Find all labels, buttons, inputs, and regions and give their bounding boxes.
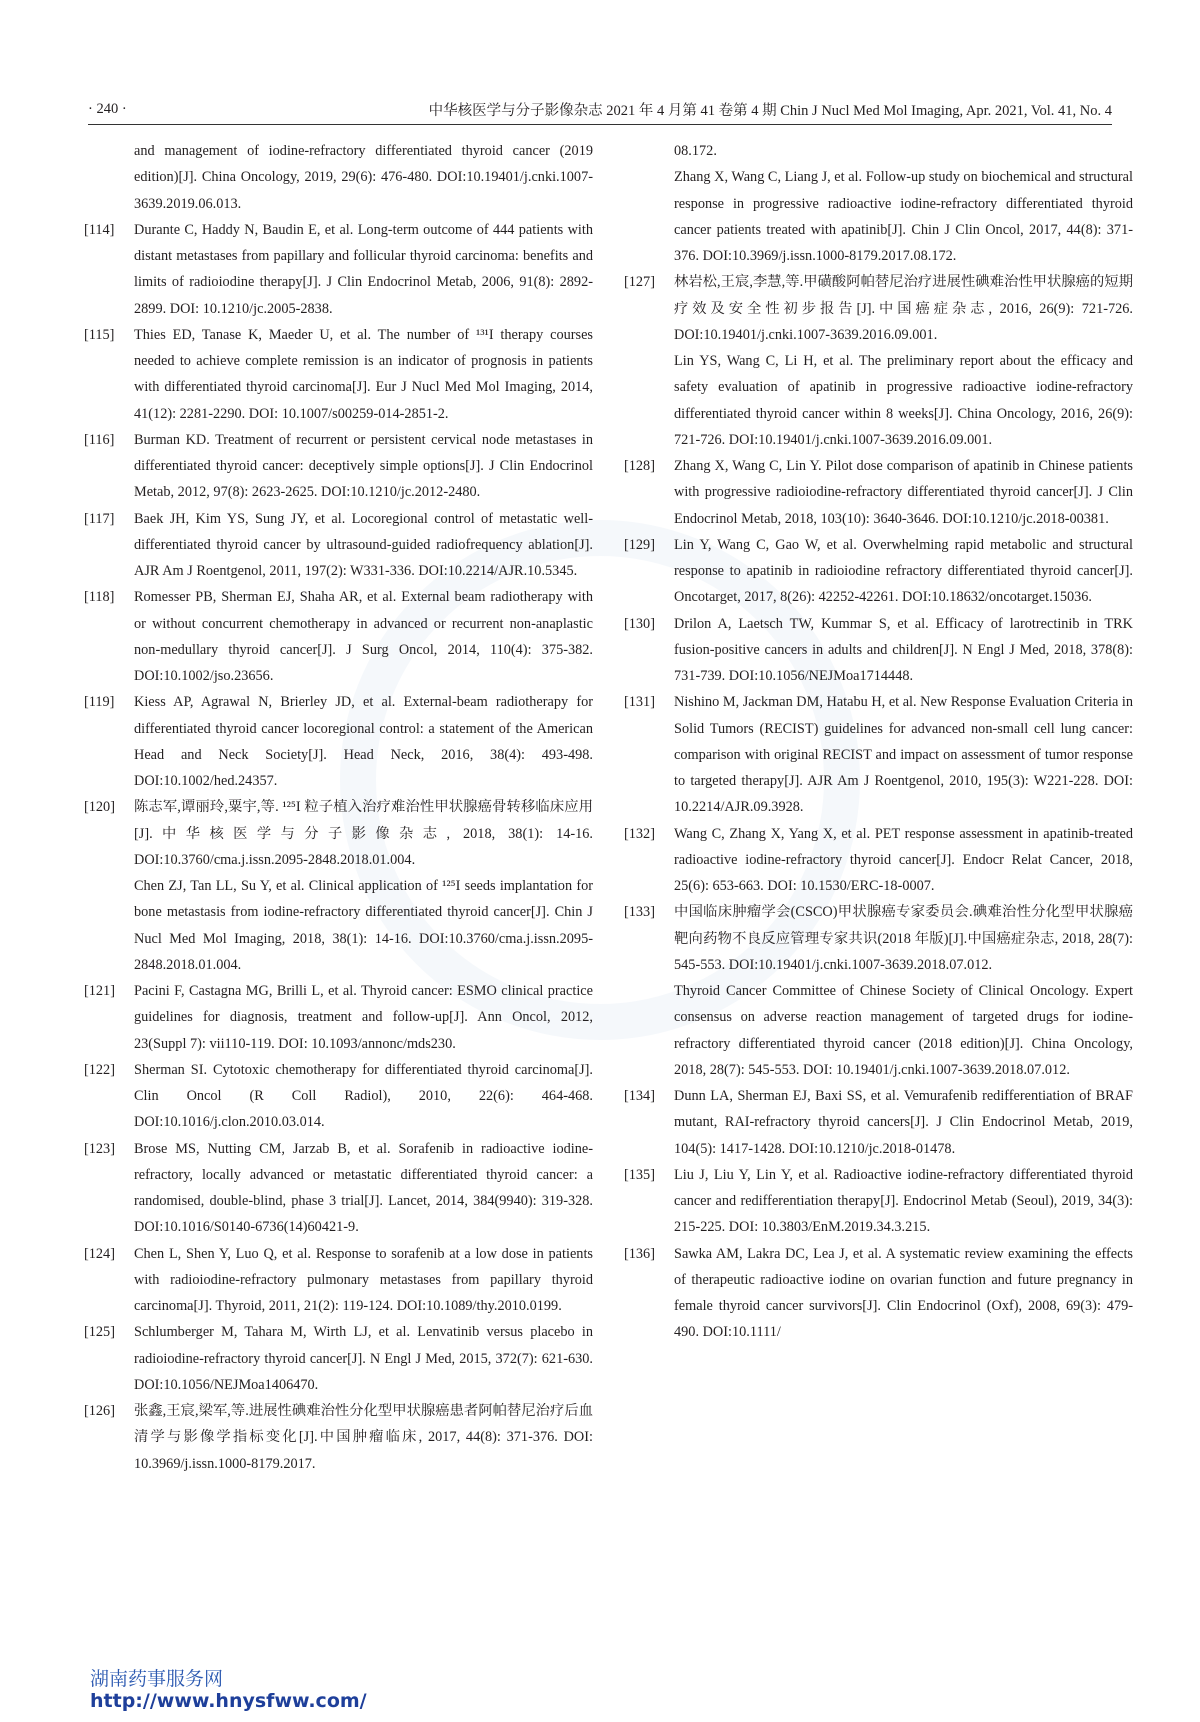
reference-entry [624,1241,1133,1346]
reference-text: Sawka AM, Lakra DC, Lea J, et al. A systematic review examining the effects of therapeutic radioactive iodine on ovarian function and future pregnancy in female thyroid cancer survivors[J]. Clin Endocrinol (Oxf), 2008, 69(3): 479-490. DOI:10.1111/ [674,1245,1133,1341]
site-name: 湖南药事服务网 [90,1668,224,1690]
reference-text: Romesser PB, Sherman EJ, Shaha AR, et al. External beam radiotherapy with or without concurrent chemotherapy in advanced or recurrent non-anaplastic non-medullary thyroid cancer[J]. J Surg Oncol, 2014, 110(4): 375-382. DOI:10.1002/jso.23656. [134,589,593,684]
reference-number: [120] [84,799,115,816]
reference-entry [624,1162,1133,1241]
reference-english-translation: Zhang X, Wang C, Liang J, et al. Follow-up study on biochemical and structural response in progressive radioactive iodine-refractory differentiated thyroid cancer patients treated with apatinib[J]. Chin J Clin Oncol, 2017, 44(8): 371-376. DOI:10.3969/j.issn.1000-8179.2017.08.172. [674,169,1133,264]
reference-text: Pacini F, Castagna MG, Brilli L, et al. Thyroid cancer: ESMO clinical practice guidelines for diagnosis, treatment and follow-up[J]. Ann Oncol, 2012, 23(Suppl 7): vii110-119. DOI: 10.1093/annonc/mds230. [134,983,593,1052]
reference-text: Baek JH, Kim YS, Sung JY, et al. Locoregional control of metastatic well-differentiated thyroid cancer by ultrasound-guided radiofrequency ablation[J]. AJR Am J Roentgenol, 2011, 197(2): W331-336. DOI:10.2214/AJR.10.5345. [134,510,593,579]
reference-entry [84,978,593,1057]
reference-number: [114] [84,221,115,238]
reference-text: Durante C, Haddy N, Baudin E, et al. Long-term outcome of 444 patients with distant metastases from papillary and follicular thyroid carcinoma: benefits and limits of radioiodine therapy[J]. J Clin Endocrinol Metab, 2006, 91(8): 2892-2899. DOI: 10.1210/jc.2005-2838. [134,221,593,317]
reference-text: Thies ED, Tanase K, Maeder U, et al. The number of ¹³¹I therapy courses needed to achieve complete remission is an indicator of prognosis in patients with differentiated thyroid carcinoma[J]. Eur J Nucl Med Mol Imaging, 2014, 41(12): 2281-2290. DOI: 10.1007/s00259-014-2851-2. [134,326,593,422]
reference-english-translation: Chen ZJ, Tan LL, Su Y, et al. Clinical application of ¹²⁵I seeds implantation for bone metastasis from iodine-refractory differentiated thyroid cancer[J]. Chin J Nucl Med Mol Imaging, 2018, 38(1): 14-16. DOI:10.3760/cma.j.issn.2095-2848.2018.01.004. [134,878,593,973]
reference-entry [84,689,593,794]
reference-text: Wang C, Zhang X, Yang X, et al. PET response assessment in apatinib-treated radioactive iodine-refractory thyroid cancer[J]. Endocr Relat Cancer, 2018, 25(6): 653-663. DOI: 10.1530/ERC-18-0007. [674,825,1133,894]
reference-entry [624,269,1133,453]
reference-text: Drilon A, Laetsch TW, Kummar S, et al. Efficacy of larotrectinib in TRK fusion-positive cancers in adults and children[J]. N Engl J Med, 2018, 378(8): 731-739. DOI:10.1056/NEJMoa1714448. [674,615,1133,684]
header-rule [88,124,1112,125]
reference-text: Liu J, Liu Y, Lin Y, et al. Radioactive iodine-refractory differentiated thyroid cancer and redifferentiation therapy[J]. Endocrinol Metab (Seoul), 2019, 34(3): 215-225. DOI: 10.3803/EnM.2019.34.3.215. [674,1166,1133,1236]
reference-text: Brose MS, Nutting CM, Jarzab B, et al. Sorafenib in radioactive iodine-refractory, locally advanced or metastatic differentiated thyroid cancer: a randomised, double-blind, phase 3 trial[J]. Lancet, 2014, 384(9940): 319-328. DOI:10.1016/S0140-6736(14)60421-9. [134,1140,593,1236]
reference-text: Sherman SI. Cytotoxic chemotherapy for differentiated thyroid carcinoma[J]. Clin Oncol (R Coll Radiol), 2010, 22(6): 464-468. DOI:10.1016/j.clon.2010.03.014. [134,1061,593,1131]
reference-entry [84,217,593,322]
reference-text: Kiess AP, Agrawal N, Brierley JD, et al. External-beam radiotherapy for differentiated thyroid cancer locoregional control: a statement of the American Head and Neck Society[J]. Head Neck, 2016, 38(4): 493-498. DOI:10.1002/hed.24357. [134,694,593,789]
reference-text: 08.172. [674,143,717,159]
reference-text: Chen L, Shen Y, Luo Q, et al. Response to sorafenib at a low dose in patients with radioiodine-refractory pulmonary metastases from papillary thyroid carcinoma[J]. Thyroid, 2011, 21(2): 119-124. DOI:10.1089/thy.2010.0199. [134,1245,593,1314]
reference-number: [128] [624,458,655,474]
reference-number: [133] [624,904,655,921]
page-number: · 240 · [88,100,127,117]
reference-text: 林岩松,王宸,李慧,等.甲磺酸阿帕替尼治疗进展性碘难治性甲状腺癌的短期疗效及安全性初步报告[J].中国癌症杂志, 2016, 26(9): 721-726. DOI:10.19401/j.cnki.1007-3639.2016.09.001. [674,274,1133,343]
reference-number: [134] [624,1088,655,1104]
reference-number: [125] [84,1324,115,1341]
reference-text: Schlumberger M, Tahara M, Wirth LJ, et al. Lenvatinib versus placebo in radioiodine-refractory thyroid cancer[J]. N Engl J Med, 2015, 372(7): 621-630. DOI:10.1056/NEJMoa1406470. [134,1324,593,1393]
reference-text: 陈志军,谭丽玲,粟宇,等. ¹²⁵I 粒子植入治疗难治性甲状腺癌骨转移临床应用[J].中华核医学与分子影像杂志, 2018, 38(1): 14-16. DOI:10.3760/cma.j.issn.2095-2848.2018.01.004. [134,799,593,868]
reference-number: [130] [624,615,655,632]
journal-citation: 中华核医学与分子影像杂志 2021 年 4 月第 41 卷第 4 期 Chin J Nucl Med Mol Imaging, Apr. 2021, Vol. 41, No. 4 [428,102,1112,119]
reference-column-right [624,138,1133,1346]
reference-entry [84,506,593,585]
reference-number: [126] [84,1403,115,1419]
reference-text: and management of iodine-refractory differentiated thyroid cancer (2019 edition)[J]. China Oncology, 2019, 29(6): 476-480. DOI:10.19401/j.cnki.1007-3639.2019.06.013. [134,143,593,212]
reference-text: Lin Y, Wang C, Gao W, et al. Overwhelming rapid metabolic and structural response to apatinib in radioiodine refractory differentiated thyroid cancer[J]. Oncotarget, 2017, 8(26): 42252-42261. DOI:10.18632/oncotarget.15036. [674,536,1133,606]
reference-column-left [84,138,593,1477]
reference-entry [624,1083,1133,1162]
reference-number: [116] [84,431,115,448]
reference-number: [129] [624,536,655,553]
reference-text: 张鑫,王宸,梁军,等.进展性碘难治性分化型甲状腺癌患者阿帕替尼治疗后血清学与影像学指标变化[J].中国肿瘤临床, 2017, 44(8): 371-376. DOI: 10.3969/j.issn.1000-8179.2017. [134,1403,593,1472]
reference-text: Burman KD. Treatment of recurrent or persistent cervical node metastases in differentiated thyroid cancer: deceptively simple options[J]. J Clin Endocrinol Metab, 2012, 97(8): 2623-2625. DOI:10.1210/jc.2012-2480. [134,431,593,501]
reference-number: [118] [84,589,115,606]
reference-entry [624,899,1133,1083]
reference-number: [132] [624,825,655,842]
reference-number: [117] [84,510,115,527]
reference-entry [624,821,1133,900]
reference-number: [121] [84,983,115,999]
reference-entry [84,1136,593,1241]
reference-number: [124] [84,1245,115,1262]
reference-entry [624,689,1133,820]
reference-entry [84,794,593,978]
reference-number: [136] [624,1245,655,1262]
reference-number: [123] [84,1140,115,1157]
reference-text: Dunn LA, Sherman EJ, Baxi SS, et al. Vemurafenib redifferentiation of BRAF mutant, RAI-refractory thyroid cancers[J]. J Clin Endocrinol Metab, 2019, 104(5): 1417-1428. DOI:10.1210/jc.2018-01478. [674,1088,1133,1157]
reference-text: 中国临床肿瘤学会(CSCO)甲状腺癌专家委员会.碘难治性分化型甲状腺癌靶向药物不良反应管理专家共识(2018 年版)[J].中国癌症杂志, 2018, 28(7): 545-553. DOI:10.19401/j.cnki.1007-3639.2018.07.012. [674,904,1133,973]
reference-entry [84,1057,593,1136]
reference-number: [131] [624,694,655,711]
reference-entry [628,138,1133,269]
reference-entry [84,1319,593,1398]
reference-number: [115] [84,326,115,343]
reference-entry [84,322,593,427]
reference-number: [127] [624,274,655,291]
site-url-link[interactable]: http://www.hnysfww.com/ [90,1690,367,1712]
reference-entry [84,1398,593,1477]
reference-number: [122] [84,1061,115,1078]
reference-entry [624,532,1133,611]
reference-entry [84,427,593,506]
site-footer [90,1668,367,1712]
reference-number: [135] [624,1166,655,1183]
reference-entry [84,1241,593,1320]
reference-english-translation: Thyroid Cancer Committee of Chinese Society of Clinical Oncology. Expert consensus on adverse reaction management of targeted drugs for iodine-refractory differentiated thyroid cancer (2018 edition)[J]. China Oncology, 2018, 28(7): 545-553. DOI: 10.19401/j.cnki.1007-3639.2018.07.012. [674,983,1133,1078]
reference-entry [84,584,593,689]
reference-number: [119] [84,694,115,711]
reference-entry [88,138,593,217]
reference-english-translation: Lin YS, Wang C, Li H, et al. The preliminary report about the efficacy and safety evaluation of apatinib in progressive radioactive iodine-refractory differentiated thyroid cancer within 8 weeks[J]. China Oncology, 2016, 26(9): 721-726. DOI:10.19401/j.cnki.1007-3639.2016.09.001. [674,353,1133,448]
reference-entry [624,611,1133,690]
reference-entry [624,453,1133,532]
reference-text: Nishino M, Jackman DM, Hatabu H, et al. New Response Evaluation Criteria in Solid Tumors (RECIST) guidelines for advanced non-small cell lung cancer: comparison with original RECIST and impact on assessment of tumor response to targeted therapy[J]. AJR Am J Roentgenol, 2010, 195(3): W221-228. DOI: 10.2214/AJR.09.3928. [674,694,1133,816]
reference-text: Zhang X, Wang C, Lin Y. Pilot dose comparison of apatinib in Chinese patients with progressive radioiodine-refractory differentiated thyroid cancer[J]. J Clin Endocrinol Metab, 2018, 103(10): 3640-3646. DOI:10.1210/jc.2018-00381. [674,458,1133,527]
running-header [88,96,1112,122]
